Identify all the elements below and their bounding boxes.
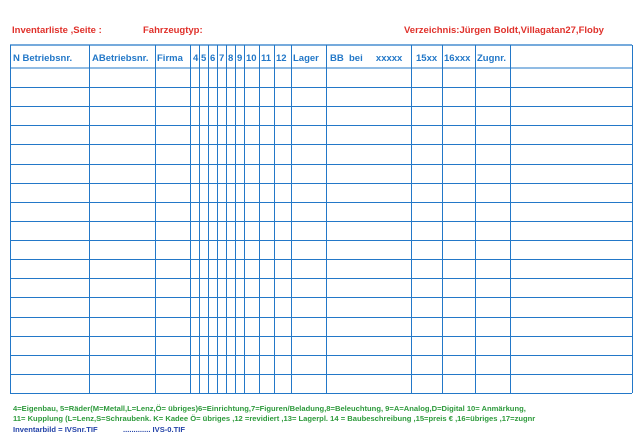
- col-header-16: 16xxx: [444, 53, 471, 64]
- col-header-6: 6: [210, 53, 216, 64]
- directory-label: Verzeichnis:Jürgen Boldt,Villagatan27,Floby: [404, 25, 604, 36]
- col-header-a-betriebsnr: ABetriebsnr.: [92, 53, 149, 64]
- vehicle-type-label: Fahrzeugtyp:: [143, 25, 203, 36]
- legend-line-1: 4=Eigenbau, 5=Räder(M=Metall,L=Lenz,Ö= übriges)6=Einrichtung,7=Figuren/Beladung,8=Beleuchtung, 9=A=Analog,D=Digital 10= Anmärkung,: [13, 404, 526, 413]
- col-header-7: 7: [219, 53, 225, 64]
- col-header-4: 4: [193, 53, 199, 64]
- col-header-9: 9: [237, 53, 243, 64]
- col-header-lager: Lager: [293, 53, 319, 64]
- col-header-8: 8: [228, 53, 234, 64]
- col-header-firma: Firma: [157, 53, 183, 64]
- col-header-n-betriebsnr: N Betriebsnr.: [13, 53, 73, 64]
- legend-line-2: 11= Kupplung (L=Lenz,S=Schraubenk. K= Kadee Ö= übriges ,12 =revidiert ,13= Lagerpl. 14 = Baubeschreibung ,15=preis € ,16=übriges ,17=zugnr: [13, 414, 536, 423]
- col-header-zugnr: Zugnr.: [477, 53, 507, 64]
- col-header-5: 5: [201, 53, 207, 64]
- col-header-10: 10: [246, 53, 257, 64]
- col-header-blank: [512, 52, 632, 65]
- col-header-bb-bei: BB bei xxxxx: [330, 53, 403, 64]
- inventory-image-dots: ............. IVS-0.TIF: [123, 425, 186, 434]
- col-header-11: 11: [261, 53, 272, 64]
- inventory-title: Inventarliste ,Seite :: [12, 25, 102, 36]
- col-header-12: 12: [276, 53, 287, 64]
- col-header-15: 15xx: [416, 53, 438, 64]
- inventory-image-label: Inventarbild = IVSnr.TIF: [13, 425, 98, 434]
